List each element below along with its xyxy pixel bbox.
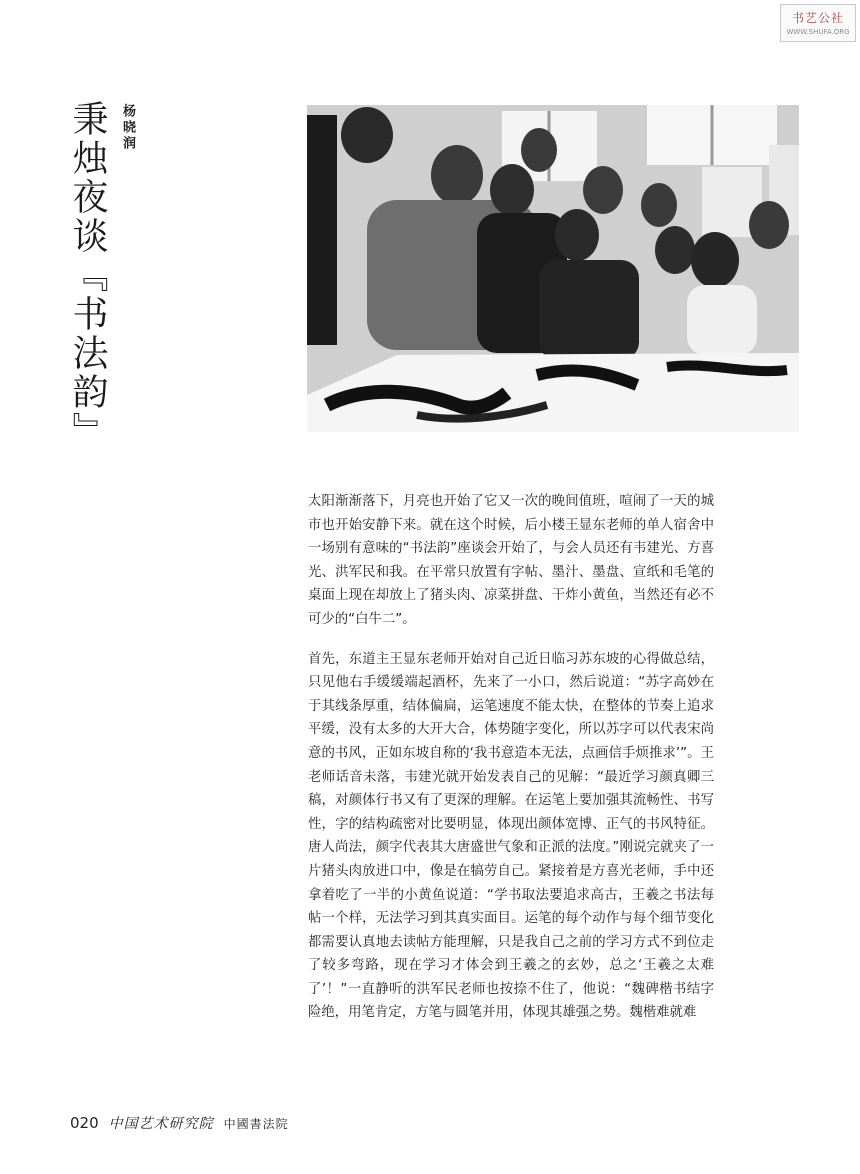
photo-image xyxy=(307,105,799,432)
watermark-url: WWW.SHUFA.ORG xyxy=(786,28,850,36)
page-footer xyxy=(70,1112,289,1134)
article-paragraph-2: 首先，东道主王显东老师开始对自己近日临习苏东坡的心得做总结，只见他右手缓缓端起酒杯，先来了一小口，然后说道：“苏字高妙在于其线条厚重，结体偏扁，运笔速度不能太快，在整体的节奏上追求平缓，没有太多的大开大合，体势随字变化，所以苏字可以代表宋尚意的书风，正如东坡自称的‘我书意造本无法，点画信手烦推求’”。王老师话音未落，韦建光就开始发表自己的见解：“最近学习颜真卿三稿，对颜体行书又有了更深的理解。在运笔上要加强其流畅性、书写性，字的结构疏密对比要明显，体现出颜体宽博、正气的书风特征。唐人尚法，颜字代表其大唐盛世气象和正派的法度。”刚说完就夹了一片猪头肉放进口中，像是在犒劳自己。紧接着是方喜光老师，手中还拿着吃了一半的小黄鱼说道：“学书取法要追求高古，王羲之书法每帖一个样，无法学习到其真实面目。运笔的每个动作与每个细节变化都需要认真地去读帖方能理解，只是我自己之前的学习方式不到位走了较多弯路，现在学习才体会到王羲之的玄妙，总之‘王羲之太难了’！”一直静听的洪军民老师也按捺不住了，他说：“魏碑楷书结字险绝，用笔肯定，方笔与圆笔并用，体现其雄强之势。魏楷难就难 xyxy=(308,651,714,1021)
article-body xyxy=(308,490,714,1025)
article-title: 秉烛夜谈『书法韵』 xyxy=(67,100,108,451)
article-paragraph-1: 太阳渐渐落下，月亮也开始了它又一次的晚间值班，喧闹了一天的城市也开始安静下来。就在这个时候，后小楼王显东老师的单人宿舍中一场别有意味的“书法韵”座谈会开始了，与会人员还有韦建光、方喜光、洪军民和我。在平常只放置有字帖、墨汁、墨盘、宣纸和毛笔的桌面上现在却放上了猪头肉、凉菜拼盘、干炸小黄鱼，当然还有必不可少的“白牛二”。 xyxy=(308,494,714,627)
article-author: 杨晓润 xyxy=(120,104,135,152)
page-number: 020 xyxy=(70,1114,99,1132)
journal-subtitle: 中國書法院 xyxy=(223,1116,289,1131)
article-photo xyxy=(307,105,799,432)
journal-logo: 中国艺术研究院 xyxy=(108,1116,214,1132)
site-watermark xyxy=(780,4,856,42)
watermark-logo: 书艺公社 xyxy=(791,11,844,25)
